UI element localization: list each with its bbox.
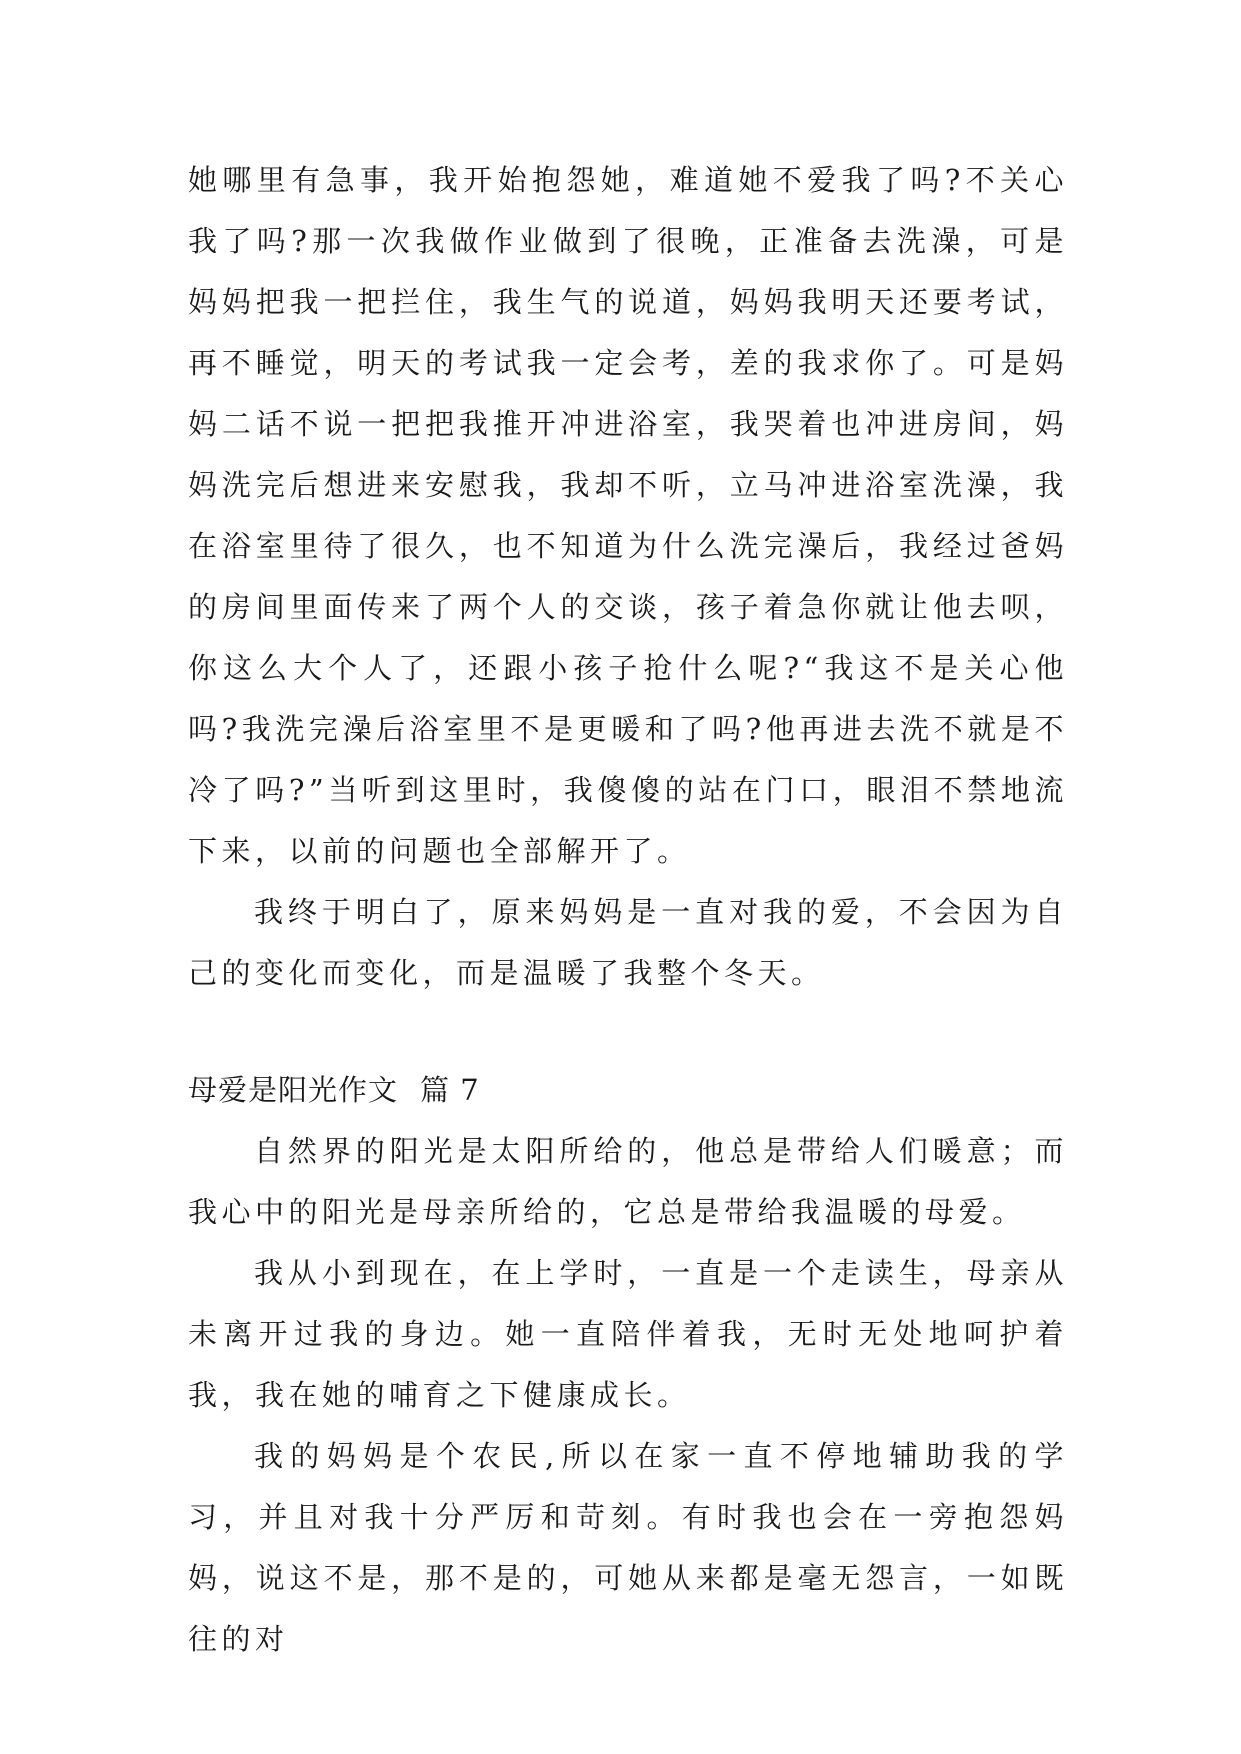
article-heading: [188, 1060, 1068, 1121]
article-number: 篇 7: [420, 1073, 480, 1107]
body-paragraph-3: 我的妈妈是个农民,所以在家一直不停地辅助我的学习，并且对我十分严厉和苛刻。有时我也会在一旁抱怨妈妈，说这不是，那不是的，可她从来都是毫无怨言，一如既往的对: [188, 1439, 1068, 1656]
body-paragraph-2: 我从小到现在，在上学时，一直是一个走读生，母亲从未离开过我的身边。她一直陪伴着我，无时无处地呵护着我，我在她的哺育之下健康成长。: [188, 1256, 1068, 1412]
page-content: [188, 150, 1068, 1670]
continued-paragraph: 她哪里有急事，我开始抱怨她，难道她不爱我了吗?不关心我了吗?那一次我做作业做到了很晚，正准备去洗澡，可是妈妈把我一把拦住，我生气的说道，妈妈我明天还要考试，再不睡觉，明天的考试我一定会考，差的我求你了。可是妈妈二话不说一把把我推开冲进浴室，我哭着也冲进房间，妈妈洗完后想进来安慰我，我却不听，立马冲进浴室洗澡，我在浴室里待了很久，也不知道为什么洗完澡后，我经过爸妈的房间里面传来了两个人的交谈，孩子着急你就让他去呗，你这么大个人了，还跟小孩子抢什么呢?“我这不是关心他吗?我洗完澡后浴室里不是更暖和了吗?他再进去洗不就是不冷了吗?”当听到这里时，我傻傻的站在门口，眼泪不禁地流下来，以前的问题也全部解开了。: [188, 163, 1068, 868]
article-title: 母爱是阳光作文: [188, 1073, 399, 1107]
body-paragraph-1: 自然界的阳光是太阳所给的，他总是带给人们暖意；而我心中的阳光是母亲所给的，它总是带给我温暖的母爱。: [188, 1134, 1068, 1229]
closing-paragraph: 我终于明白了，原来妈妈是一直对我的爱，不会因为自己的变化而变化，而是温暖了我整个冬天。: [188, 895, 1068, 990]
